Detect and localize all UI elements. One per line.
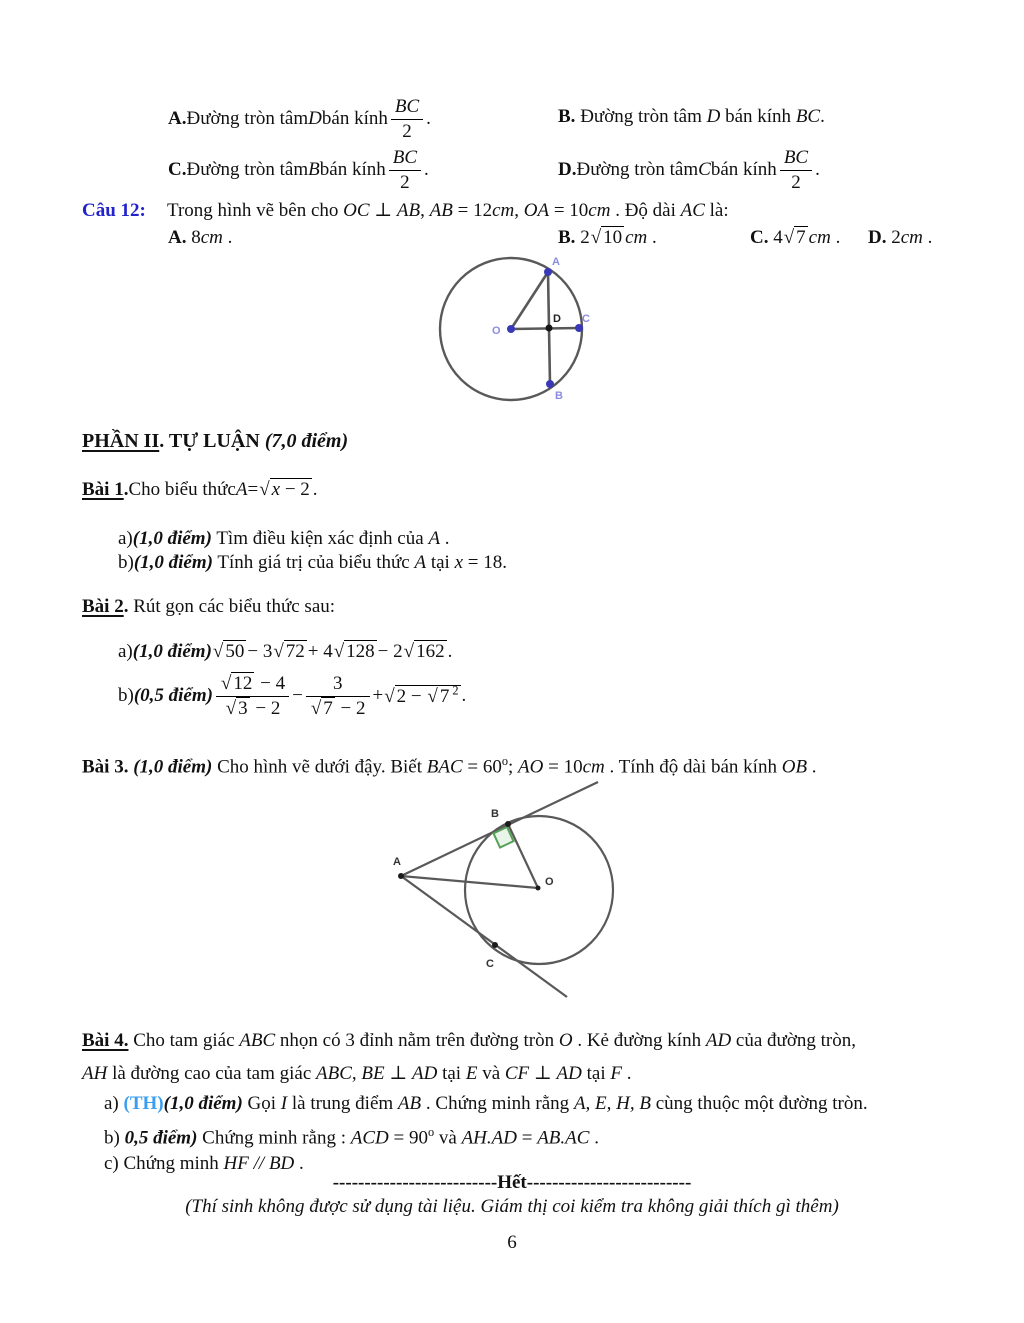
question-12 (82, 199, 729, 222)
q12-answer-b: B. 2√ 10 cm . (558, 227, 657, 248)
bai4-a: a) (TH)(1,0 điểm) Gọi I là trung điểm AB . Chứng minh rằng A, E, H, B cùng thuộc một đường tròn. (104, 1093, 868, 1114)
page-number: 6 (507, 1232, 517, 1253)
label-C: C (486, 958, 494, 970)
label-B: B (555, 390, 563, 402)
option-b: B. Đường tròn tâm D bán kính BC. (558, 106, 825, 127)
option-c: C. Đường tròn tâm B bán kính $\frac{BC}{2}$ . (168, 146, 429, 193)
bai3-title: Bài 3. (1,0 điểm) Cho hình vẽ dưới đậy. Biết BAC = $60^o$; AO = 10cm . Tính độ dài bán kính OB . (82, 754, 817, 778)
bai1-title: Bài 1 . Cho biểu thức A = √ x − 2 . (82, 479, 318, 500)
label-C: C (582, 313, 590, 325)
point-B (546, 380, 554, 388)
q12-figure (438, 250, 592, 410)
label-D: D (553, 313, 561, 325)
part2-heading: PHẦN II. TỰ LUẬN (7,0 điểm) (82, 430, 349, 452)
label-B: B (491, 808, 499, 820)
het-divider: --------------------------Hết-------------------------- (332, 1172, 692, 1193)
bai1-b: b)(1,0 điểm) Tính giá trị của biểu thức A tại x = 18. (118, 552, 507, 573)
question-12-stem: Trong hình vẽ bên cho OC ⊥ AB, AB = 12cm, OA = 10cm . Độ dài AC là: (167, 200, 729, 221)
bai2-b: b) (0,5 điểm) $\frac{√ 12 - 4}{√ 3 - 2}$ − $\frac{3}{√ 7 - 2}$ + √ 2 − √ 7 $^2$ . (118, 672, 467, 719)
option-a: A. Đường tròn tâm D bán kính $\frac{BC}{2}$ . (168, 95, 431, 142)
label-O: O (492, 325, 501, 337)
point-O (536, 886, 541, 891)
bai1-a: a)(1,0 điểm) Tìm điều kiện xác định của A . (118, 528, 450, 549)
label-A: A (393, 856, 401, 868)
label-A: A (552, 256, 560, 268)
q12-answer-c: C. 4√ 7 cm . (750, 227, 841, 248)
point-C (492, 942, 498, 948)
footer-note: (Thí sinh không được sử dụng tài liệu. Giám thị coi kiểm tra không giải thích gì thêm) (185, 1196, 839, 1217)
point-B (505, 821, 511, 827)
tangent-AB (401, 782, 598, 876)
segment-OA (511, 272, 548, 329)
option-d: D. Đường tròn tâm C bán kính $\frac{BC}{2}$ . (558, 146, 820, 193)
point-O (507, 325, 515, 333)
question-12-label: Câu 12: (82, 200, 146, 221)
point-C (575, 324, 583, 332)
tangent-AC (401, 876, 567, 997)
bai2-title: Bài 2. Rút gọn các biểu thức sau: (82, 596, 336, 617)
bai4-b: b) 0,5 điểm) Chứng minh rằng : ACD = $90^o$ và AH.AD = AB.AC . (104, 1125, 599, 1149)
point-D (546, 325, 553, 332)
segment-AO (401, 876, 538, 888)
bai4-line1: Bài 4. Cho tam giác ABC nhọn có 3 đỉnh nằm trên đường tròn O . Kẻ đường kính AD của đường tròn, (82, 1030, 856, 1051)
q12-answer-d: D. 2cm . (868, 227, 933, 248)
bai3-figure (383, 773, 625, 1007)
label-O: O (545, 876, 554, 888)
bai2-a: a) (1,0 điểm) √ 50 − 3 √ 72 + 4 √ 128 − 2 √ 162 . (118, 641, 453, 662)
radius-OB (508, 824, 538, 888)
q12-answer-a: A. 8cm . (168, 227, 233, 248)
point-A (544, 268, 552, 276)
bai4-c: c) Chứng minh HF // BD . (104, 1153, 304, 1174)
point-A (398, 873, 404, 879)
bai4-line2: AH là đường cao của tam giác ABC, BE ⊥ AD tại E và CF ⊥ AD tại F . (82, 1063, 632, 1084)
segment-OC (511, 328, 579, 329)
